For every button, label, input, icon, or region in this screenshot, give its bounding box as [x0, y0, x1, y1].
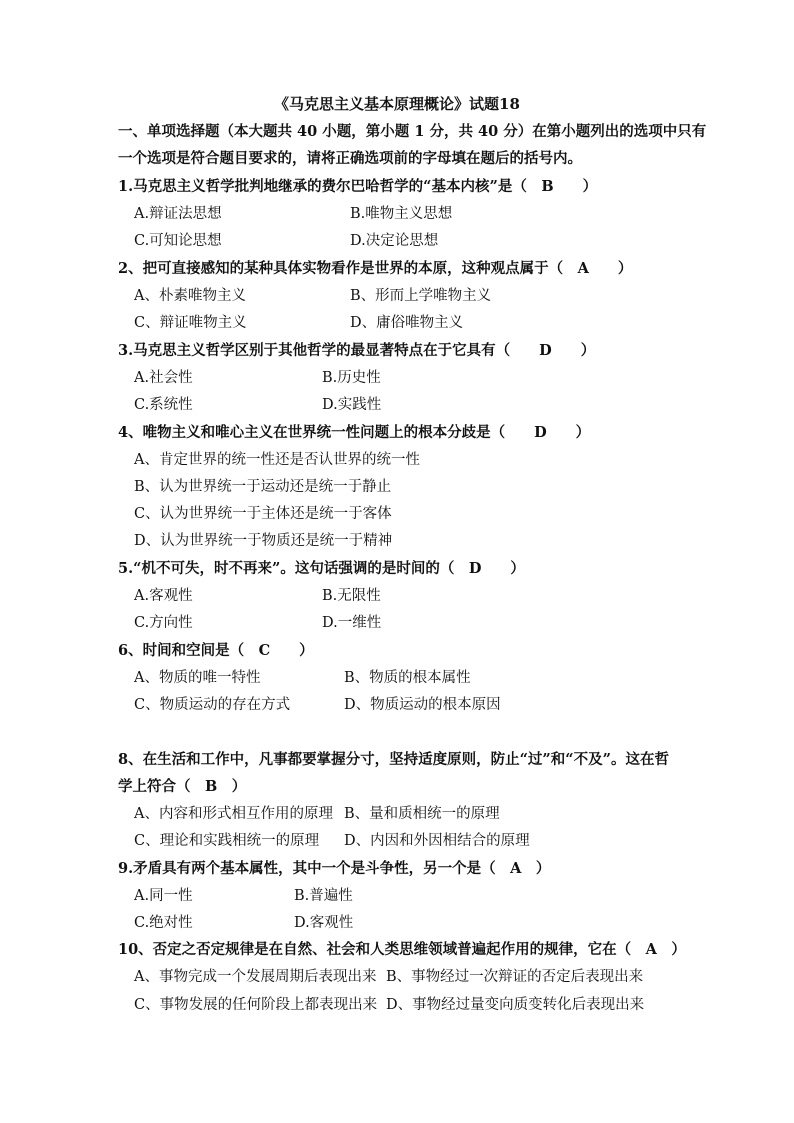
option-a: A.辩证法思想 [134, 206, 222, 222]
option-c: C、认为世界统一于主体还是统一于客体 [134, 506, 392, 522]
option-b: B、形而上学唯物主义 [350, 288, 492, 304]
question-stem: 4、唯物主义和唯心主义在世界统一性问题上的根本分歧是（ D ） [118, 424, 591, 441]
option-a: A.客观性 [134, 588, 193, 604]
question-stem: 1.马克思主义哲学批判地继承的费尔巴哈哲学的“基本内核”是（ B ） [118, 178, 598, 195]
option-c: C、辩证唯物主义 [134, 315, 247, 331]
option-b: B、物质的根本属性 [344, 670, 471, 686]
option-c: C、事物发展的任何阶段上都表现出来 [134, 997, 378, 1013]
option-d: D、事物经过量变向质变转化后表现出来 [386, 997, 645, 1013]
option-b: B、事物经过一次辩证的否定后表现出来 [386, 969, 644, 985]
option-a: A.同一性 [134, 888, 193, 904]
page-title: 《马克思主义基本原理概论》试题18 [274, 95, 520, 113]
question-stem: 10、否定之否定规律是在自然、社会和人类思维领域普遍起作用的规律，它在（ A ） [118, 941, 686, 958]
option-d: D、庸俗唯物主义 [350, 315, 464, 331]
question-stem: 5.“机不可失，时不再来”。这句话强调的是时间的（ D ） [118, 560, 525, 577]
question-stem: 9.矛盾具有两个基本属性，其中一个是斗争性，另一个是（ A ） [118, 860, 551, 877]
question-stem: 3.马克思主义哲学区别于其他哲学的最显著特点在于它具有（ D ） [118, 342, 596, 359]
option-c: C、理论和实践相统一的原理 [134, 833, 320, 849]
option-b: B.无限性 [322, 588, 381, 604]
option-d: D.实践性 [322, 397, 382, 413]
option-d: D、认为世界统一于物质还是统一于精神 [134, 533, 393, 549]
option-b: B.历史性 [322, 370, 381, 386]
option-c: C.可知论思想 [134, 233, 222, 249]
section-instructions-line2: 一个选项是符合题目要求的，请将正确选项前的字母填在题后的括号内。 [118, 150, 582, 167]
option-b: B.普遍性 [294, 888, 353, 904]
option-d: D、内因和外因相结合的原理 [344, 833, 530, 849]
question-stem: 6、时间和空间是（ C ） [118, 642, 314, 659]
option-c: C.方向性 [134, 615, 193, 631]
option-c: C.系统性 [134, 397, 193, 413]
option-b: B、认为世界统一于运动还是统一于静止 [134, 479, 392, 495]
option-b: B、量和质相统一的原理 [344, 806, 500, 822]
section-instructions-line1: 一、单项选择题（本大题共 40 小题，第小题 1 分，共 40 分）在第小题列出的选项中只有 [118, 123, 707, 140]
question-stem: 8、在生活和工作中，凡事都要掌握分寸，坚持适度原则，防止“过”和“不及”。这在哲 [118, 751, 669, 768]
option-a: A.社会性 [134, 370, 193, 386]
option-d: D.一维性 [322, 615, 382, 631]
option-d: D.客观性 [294, 915, 354, 931]
option-a: A、物质的唯一特性 [134, 670, 261, 686]
option-a: A、肯定世界的统一性还是否认世界的统一性 [134, 452, 420, 468]
question-stem: 2、把可直接感知的某种具体实物看作是世界的本原，这种观点属于（ A ） [118, 260, 633, 277]
option-d: D、物质运动的根本原因 [344, 697, 501, 713]
option-a: A、朴素唯物主义 [134, 288, 246, 304]
option-c: C、物质运动的存在方式 [134, 697, 291, 713]
option-a: A、内容和形式相互作用的原理 [134, 806, 333, 822]
question-stem-cont: 学上符合（ B ） [118, 778, 247, 795]
option-b: B.唯物主义思想 [350, 206, 453, 222]
option-c: C.绝对性 [134, 915, 193, 931]
option-d: D.决定论思想 [350, 233, 439, 249]
option-a: A、事物完成一个发展周期后表现出来 [134, 969, 377, 985]
